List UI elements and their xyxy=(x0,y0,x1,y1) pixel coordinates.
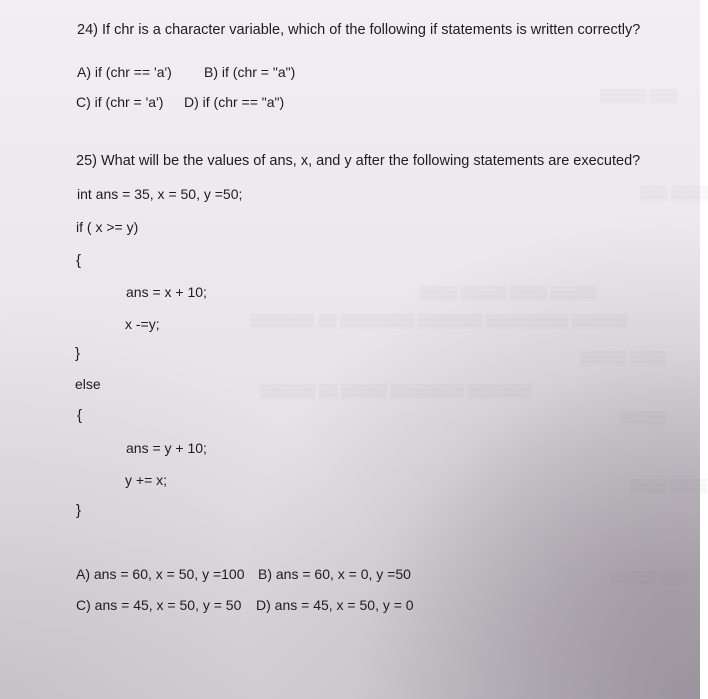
code-statement-ans-x: ans = x + 10; xyxy=(126,284,207,300)
code-close-brace-else: } xyxy=(76,502,82,519)
code-open-brace-if: { xyxy=(76,252,82,269)
question-24-text: 24) If chr is a character variable, which of the following if statements is written correctly? xyxy=(77,22,641,38)
bleed-through-text: ▒▒▒▒▒ ▒▒▒▒ xyxy=(580,350,667,365)
bleed-through-text: ▒▒▒▒▒ ▒▒▒ xyxy=(600,88,678,103)
bleed-through-text: ▒▒▒▒ ▒▒▒▒ xyxy=(630,478,708,493)
q25-option-a: A) ans = 60, x = 50, y =100 xyxy=(76,566,245,582)
code-if-condition: if ( x >= y) xyxy=(76,219,139,235)
q25-option-d: D) ans = 45, x = 50, y = 0 xyxy=(256,597,414,613)
q24-option-b: B) if (chr = "a") xyxy=(204,64,296,80)
code-open-brace-else: { xyxy=(77,407,83,424)
q25-option-c: C) ans = 45, x = 50, y = 50 xyxy=(76,597,242,613)
bleed-through-text: ▒▒▒▒▒ ▒▒▒ xyxy=(610,570,688,585)
bleed-through-text: ▒▒▒▒▒▒▒ ▒▒ ▒▒▒▒▒▒▒▒ ▒▒▒▒▒▒▒ ▒▒▒▒▒▒▒▒▒ ▒▒▒▒▒▒ xyxy=(250,313,628,328)
bleed-through-text: ▒▒▒▒ ▒▒▒▒▒ ▒▒▒▒ ▒▒▒▒▒ xyxy=(420,285,597,300)
q25-option-b: B) ans = 60, x = 0, y =50 xyxy=(258,566,411,582)
code-statement-x-minus: x -=y; xyxy=(125,316,160,332)
question-25-text: 25) What will be the values of ans, x, and y after the following statements are executed? xyxy=(76,153,641,169)
code-else: else xyxy=(75,376,101,392)
q24-option-c: C) if (chr = 'a') xyxy=(76,94,164,110)
code-declaration: int ans = 35, x = 50, y =50; xyxy=(77,186,243,202)
q24-option-d: D) if (chr == "a") xyxy=(184,94,285,110)
code-close-brace-if: } xyxy=(75,345,81,362)
code-statement-y-plus: y += x; xyxy=(125,472,168,488)
bleed-through-text: ▒▒▒ ▒▒▒▒ xyxy=(640,185,708,200)
code-statement-ans-y: ans = y + 10; xyxy=(126,440,207,456)
bleed-through-text: ▒▒▒▒▒▒ ▒▒ ▒▒▒▒▒ ▒▒▒▒▒▒▒▒ ▒▒▒▒▒▒▒ xyxy=(260,383,533,398)
q24-option-a: A) if (chr == 'a') xyxy=(77,64,172,80)
bleed-through-text: ▒▒▒▒▒ xyxy=(620,410,667,425)
